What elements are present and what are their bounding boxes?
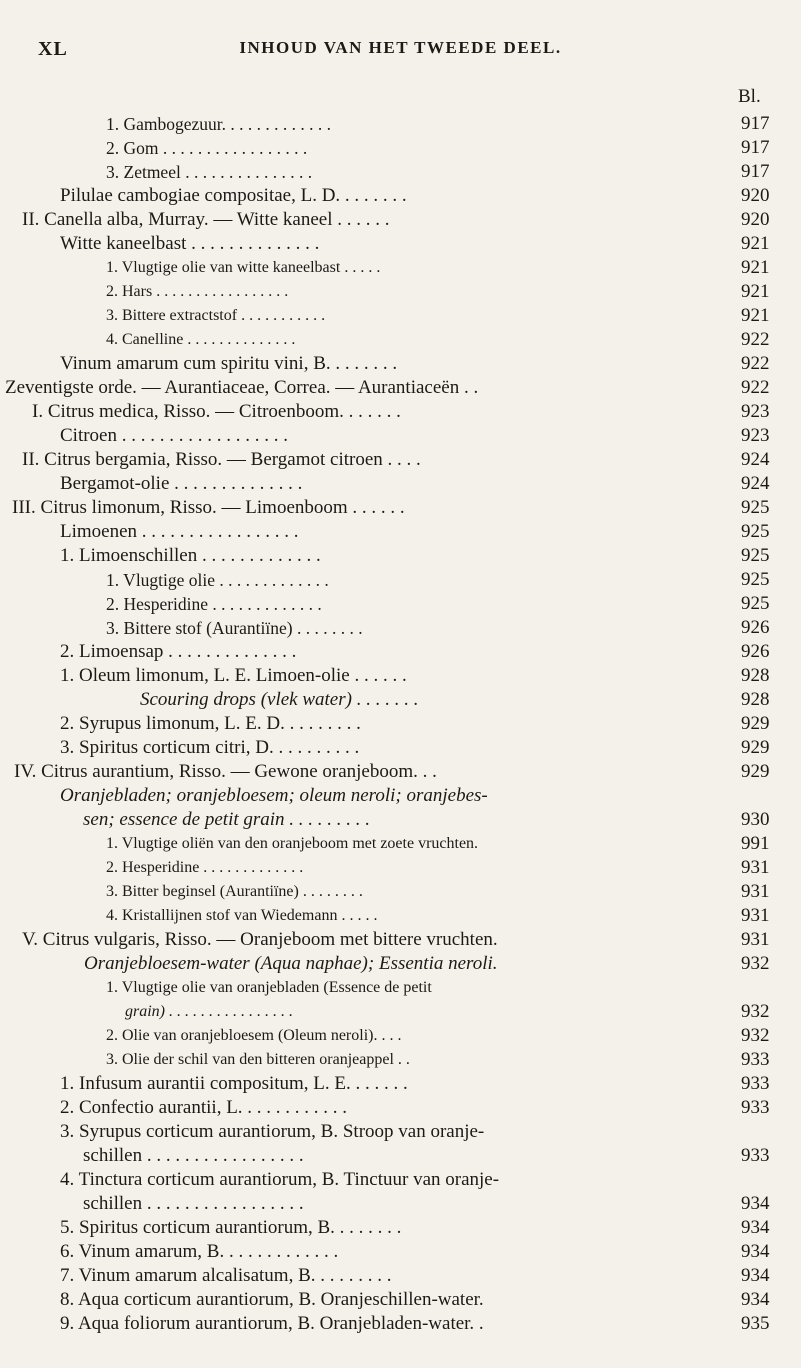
toc-entry xyxy=(0,1096,801,1120)
toc-entry-page: 933 xyxy=(741,1073,770,1094)
toc-entry xyxy=(0,1192,801,1216)
toc-entry xyxy=(0,832,801,856)
toc-entry-text: 1. Infusum aurantii compositum, L. E. . . . . . . xyxy=(60,1073,408,1094)
page-column-label: Bl. xyxy=(738,86,761,107)
toc-entry-text: 3. Bitter beginsel (Aurantiïne) . . . . . . . . xyxy=(106,883,363,900)
toc-entry-text: IV. Citrus aurantium, Risso. — Gewone oranjeboom. . . xyxy=(14,761,437,782)
toc-entry-text: III. Citrus limonum, Risso. — Limoenboom . . . . . . xyxy=(12,497,405,518)
toc-entry-page: 934 xyxy=(741,1289,770,1310)
toc-entry xyxy=(0,1168,801,1192)
toc-entry xyxy=(0,856,801,880)
toc-entry-page: 922 xyxy=(741,353,770,374)
toc-entry-text: schillen . . . . . . . . . . . . . . . . . xyxy=(83,1193,304,1214)
toc-entry-text: 2. Confectio aurantii, L. . . . . . . . . . . . xyxy=(60,1097,348,1118)
toc-entry-text: V. Citrus vulgaris, Risso. — Oranjeboom met bittere vruchten. xyxy=(22,929,498,950)
toc-entry-text: Oranjebladen; oranjebloesem; oleum neroli; oranjebes- xyxy=(60,785,488,806)
toc-entry-page: 921 xyxy=(741,257,770,278)
toc-entry xyxy=(0,232,801,256)
toc-entry-text: 1. Vlugtige olie . . . . . . . . . . . . . xyxy=(106,570,329,590)
toc-entry-text: 4. Kristallijnen stof van Wiedemann . . . . . xyxy=(106,907,378,924)
toc-entry xyxy=(0,1240,801,1264)
toc-entry-text: schillen . . . . . . . . . . . . . . . . . xyxy=(83,1145,304,1166)
toc-entry-text: 7. Vinum amarum alcalisatum, B. . . . . . . . . xyxy=(60,1265,392,1286)
toc-entry-page: 932 xyxy=(741,953,770,974)
toc-entry-page: 924 xyxy=(741,449,770,470)
toc-entry-text: 1. Gambogezuur. . . . . . . . . . . . . xyxy=(106,114,332,134)
toc-entry xyxy=(0,1048,801,1072)
toc-entry xyxy=(0,712,801,736)
toc-entry xyxy=(0,1120,801,1144)
toc-entry-page: 925 xyxy=(741,545,770,566)
toc-entry xyxy=(0,256,801,280)
toc-entry-page: 931 xyxy=(741,857,770,878)
toc-entry xyxy=(0,928,801,952)
toc-entry-text: 2. Gom . . . . . . . . . . . . . . . . . xyxy=(106,138,308,158)
toc-entry xyxy=(0,688,801,712)
toc-entry xyxy=(0,1216,801,1240)
toc-entry xyxy=(0,736,801,760)
toc-entry xyxy=(0,448,801,472)
toc-entry-page: 935 xyxy=(741,1313,770,1334)
toc-entry-text: Bergamot-olie . . . . . . . . . . . . . . xyxy=(60,473,303,494)
table-of-contents xyxy=(0,112,801,1336)
toc-entry-text: I. Citrus medica, Risso. — Citroenboom. . . . . . . xyxy=(32,401,401,422)
toc-entry-text: 3. Spiritus corticum citri, D. . . . . . . . . . xyxy=(60,737,360,758)
toc-entry xyxy=(0,640,801,664)
toc-entry xyxy=(0,400,801,424)
toc-entry-page: 934 xyxy=(741,1265,770,1286)
toc-entry-page: 924 xyxy=(741,473,770,494)
toc-entry-page: 926 xyxy=(741,617,770,638)
toc-entry-page: 922 xyxy=(741,377,770,398)
toc-entry-page: 929 xyxy=(741,737,770,758)
toc-entry-text: Scouring drops (vlek water) . . . . . . . xyxy=(140,689,419,710)
toc-entry-page: 925 xyxy=(741,569,770,590)
toc-entry-page: 921 xyxy=(741,281,770,302)
toc-entry xyxy=(0,544,801,568)
toc-entry xyxy=(0,280,801,304)
toc-entry-page: 932 xyxy=(741,1001,770,1022)
toc-entry xyxy=(0,784,801,808)
toc-entry-text: 2. Hesperidine . . . . . . . . . . . . . xyxy=(106,594,322,614)
toc-entry-text: 3. Zetmeel . . . . . . . . . . . . . . . xyxy=(106,162,313,182)
toc-entry-text: Zeventigste orde. — Aurantiaceae, Correa. — Aurantiaceën . . xyxy=(5,377,479,398)
toc-entry-text: 8. Aqua corticum aurantiorum, B. Oranjeschillen-water. xyxy=(60,1289,484,1310)
toc-entry xyxy=(0,760,801,784)
toc-entry-page: 917 xyxy=(741,161,770,182)
toc-entry-text: 2. Hars . . . . . . . . . . . . . . . . . xyxy=(106,283,289,300)
toc-entry-page: 920 xyxy=(741,185,770,206)
toc-entry-text: 1. Vlugtige oliën van den oranjeboom met zoete vruchten. xyxy=(106,835,479,852)
toc-entry-text: Pilulae cambogiae compositae, L. D. . . . . . . . xyxy=(60,185,407,206)
toc-entry-page: 931 xyxy=(741,929,770,950)
toc-entry-text: 6. Vinum amarum, B. . . . . . . . . . . . . xyxy=(60,1241,339,1262)
toc-entry-text: 9. Aqua foliorum aurantiorum, B. Oranjebladen-water. . xyxy=(60,1313,484,1334)
toc-entry xyxy=(0,976,801,1000)
toc-entry xyxy=(0,568,801,592)
toc-entry-page: 991 xyxy=(741,833,770,854)
toc-entry-text: 2. Syrupus limonum, L. E. D. . . . . . . . . xyxy=(60,713,361,734)
toc-entry xyxy=(0,328,801,352)
toc-entry-text: 1. Vlugtige olie van oranjebladen (Essence de petit xyxy=(106,979,432,996)
toc-entry-text: Citroen . . . . . . . . . . . . . . . . . . xyxy=(60,425,288,446)
toc-entry xyxy=(0,304,801,328)
toc-entry-page: 917 xyxy=(741,113,770,134)
toc-entry-page: 931 xyxy=(741,881,770,902)
toc-entry-page: 917 xyxy=(741,137,770,158)
toc-entry xyxy=(0,352,801,376)
page-header xyxy=(0,38,801,68)
toc-entry-page: 925 xyxy=(741,593,770,614)
toc-entry xyxy=(0,1072,801,1096)
toc-entry-page: 921 xyxy=(741,305,770,326)
toc-entry xyxy=(0,616,801,640)
toc-entry-page: 920 xyxy=(741,209,770,230)
toc-entry xyxy=(0,208,801,232)
toc-entry-text: Witte kaneelbast . . . . . . . . . . . . . . xyxy=(60,233,320,254)
toc-entry xyxy=(0,880,801,904)
toc-entry-text: 2. Olie van oranjebloesem (Oleum neroli). . . . xyxy=(106,1027,402,1044)
toc-entry xyxy=(0,496,801,520)
toc-entry-text: 5. Spiritus corticum aurantiorum, B. . . . . . . . xyxy=(60,1217,402,1238)
toc-entry xyxy=(0,904,801,928)
toc-entry-page: 929 xyxy=(741,713,770,734)
toc-entry-page: 930 xyxy=(741,809,770,830)
toc-entry-text: 3. Bittere stof (Aurantiïne) . . . . . . . . xyxy=(106,618,363,638)
toc-entry xyxy=(0,472,801,496)
toc-entry-text: II. Canella alba, Murray. — Witte kaneel . . . . . . xyxy=(22,209,390,230)
toc-entry-page: 926 xyxy=(741,641,770,662)
toc-entry-page: 932 xyxy=(741,1025,770,1046)
toc-entry xyxy=(0,1288,801,1312)
toc-entry-page: 925 xyxy=(741,497,770,518)
toc-entry xyxy=(0,1144,801,1168)
toc-entry-page: 933 xyxy=(741,1097,770,1118)
toc-entry-text: 4. Tinctura corticum aurantiorum, B. Tinctuur van oranje- xyxy=(60,1169,500,1190)
toc-entry-text: 2. Hesperidine . . . . . . . . . . . . . xyxy=(106,859,304,876)
toc-entry xyxy=(0,592,801,616)
toc-entry-page: 923 xyxy=(741,425,770,446)
toc-entry xyxy=(0,1264,801,1288)
toc-entry-page: 933 xyxy=(741,1145,770,1166)
toc-entry-page: 934 xyxy=(741,1193,770,1214)
toc-entry xyxy=(0,664,801,688)
toc-entry-page: 928 xyxy=(741,665,770,686)
toc-entry xyxy=(0,1024,801,1048)
toc-entry-page: 933 xyxy=(741,1049,770,1070)
toc-entry-text: sen; essence de petit grain . . . . . . . . . xyxy=(83,809,371,830)
toc-entry-text: 4. Canelline . . . . . . . . . . . . . . xyxy=(106,331,296,348)
toc-entry-text: 3. Syrupus corticum aurantiorum, B. Stroop van oranje- xyxy=(60,1121,485,1142)
toc-entry-text: II. Citrus bergamia, Risso. — Bergamot citroen . . . . xyxy=(22,449,421,470)
toc-entry-text: 3. Bittere extractstof . . . . . . . . . . . xyxy=(106,307,326,324)
toc-entry xyxy=(0,424,801,448)
toc-entry xyxy=(0,160,801,184)
toc-entry xyxy=(0,808,801,832)
toc-entry-text: 1. Vlugtige olie van witte kaneelbast . . . . . xyxy=(106,259,381,276)
toc-entry-page: 934 xyxy=(741,1217,770,1238)
toc-entry-text: 2. Limoensap . . . . . . . . . . . . . . xyxy=(60,641,297,662)
toc-entry-page: 928 xyxy=(741,689,770,710)
running-title: INHOUD VAN HET TWEEDE DEEL. xyxy=(239,38,562,57)
toc-entry xyxy=(0,952,801,976)
toc-entry-text: grain) . . . . . . . . . . . . . . . . xyxy=(125,1003,293,1020)
toc-entry-page: 931 xyxy=(741,905,770,926)
toc-entry xyxy=(0,1000,801,1024)
toc-entry-text: Limoenen . . . . . . . . . . . . . . . . . xyxy=(60,521,299,542)
toc-entry-page: 925 xyxy=(741,521,770,542)
toc-entry-page: 934 xyxy=(741,1241,770,1262)
toc-entry-page: 923 xyxy=(741,401,770,422)
toc-entry-text: 1. Oleum limonum, L. E. Limoen-olie . . . . . . xyxy=(60,665,407,686)
toc-entry-text: Oranjebloesem-water (Aqua naphae); Essentia neroli. xyxy=(84,953,498,974)
toc-entry-text: 3. Olie der schil van den bitteren oranjeappel . . xyxy=(106,1051,410,1068)
toc-entry xyxy=(0,184,801,208)
toc-entry-text: 1. Limoenschillen . . . . . . . . . . . . . xyxy=(60,545,321,566)
toc-entry-text: Vinum amarum cum spiritu vini, B. . . . . . . . xyxy=(60,353,398,374)
toc-entry xyxy=(0,376,801,400)
toc-entry xyxy=(0,520,801,544)
toc-entry-page: 922 xyxy=(741,329,770,350)
toc-entry xyxy=(0,1312,801,1336)
toc-entry xyxy=(0,112,801,136)
toc-entry-page: 929 xyxy=(741,761,770,782)
page-number-roman: XL xyxy=(38,38,68,60)
toc-entry xyxy=(0,136,801,160)
toc-entry-page: 921 xyxy=(741,233,770,254)
